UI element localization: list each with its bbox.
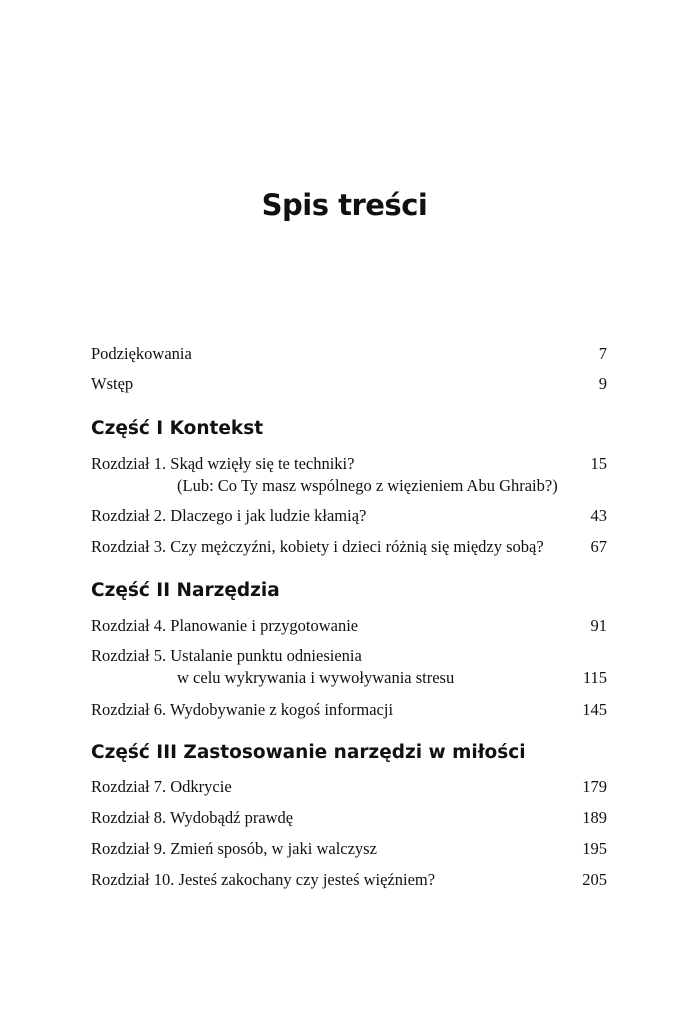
entry-page-number: 179 <box>582 777 607 796</box>
entry-page-number: 15 <box>590 454 607 473</box>
entry-label: Rozdział 7. Odkrycie <box>91 777 232 796</box>
entry-page-number: 43 <box>590 506 607 525</box>
entry-label: Rozdział 2. Dlaczego i jak ludzie kłamią? <box>91 506 367 525</box>
entry-label: Wstęp <box>91 374 134 393</box>
entry-page-number: 195 <box>582 839 607 858</box>
entry-page-number: 9 <box>598 374 607 393</box>
entry-label: Rozdział 3. Czy mężczyźni, kobiety i dzieci różnią się między sobą? <box>91 537 544 556</box>
entry-label: Podziękowania <box>91 344 192 363</box>
entry-label: Rozdział 4. Planowanie i przygotowanie <box>91 616 359 635</box>
part-heading-2: Część II Narzędzia <box>91 580 280 601</box>
entry-label: Rozdział 5. Ustalanie punktu odniesienia <box>91 646 362 665</box>
entry-label: Rozdział 9. Zmień sposób, w jaki walczysz <box>91 839 377 858</box>
entry-label: Rozdział 6. Wydobywanie z kogoś informacji <box>91 700 394 719</box>
part-heading-3: Część III Zastosowanie narzędzi w miłości <box>91 742 526 763</box>
entry-subtitle: w celu wykrywania i wywoływania stresu <box>177 668 455 687</box>
entry-page-number: 205 <box>582 870 607 889</box>
entry-label: Rozdział 1. Skąd wzięły się te techniki? <box>91 454 355 473</box>
page-title: Spis treści <box>261 188 428 222</box>
entry-label: Rozdział 10. Jesteś zakochany czy jesteś więźniem? <box>91 870 436 889</box>
entry-page-number: 145 <box>582 700 607 719</box>
entry-page-number: 7 <box>598 344 607 363</box>
entry-page-number: 91 <box>590 616 607 635</box>
entry-page-number: 115 <box>582 668 607 687</box>
entry-label: Rozdział 8. Wydobądź prawdę <box>91 808 294 827</box>
entry-page-number: 67 <box>590 537 607 556</box>
entry-page-number: 189 <box>582 808 607 827</box>
entry-subtitle: (Lub: Co Ty masz wspólnego z więzieniem Abu Ghraib?) <box>177 476 558 495</box>
part-heading-1: Część I Kontekst <box>91 418 264 439</box>
